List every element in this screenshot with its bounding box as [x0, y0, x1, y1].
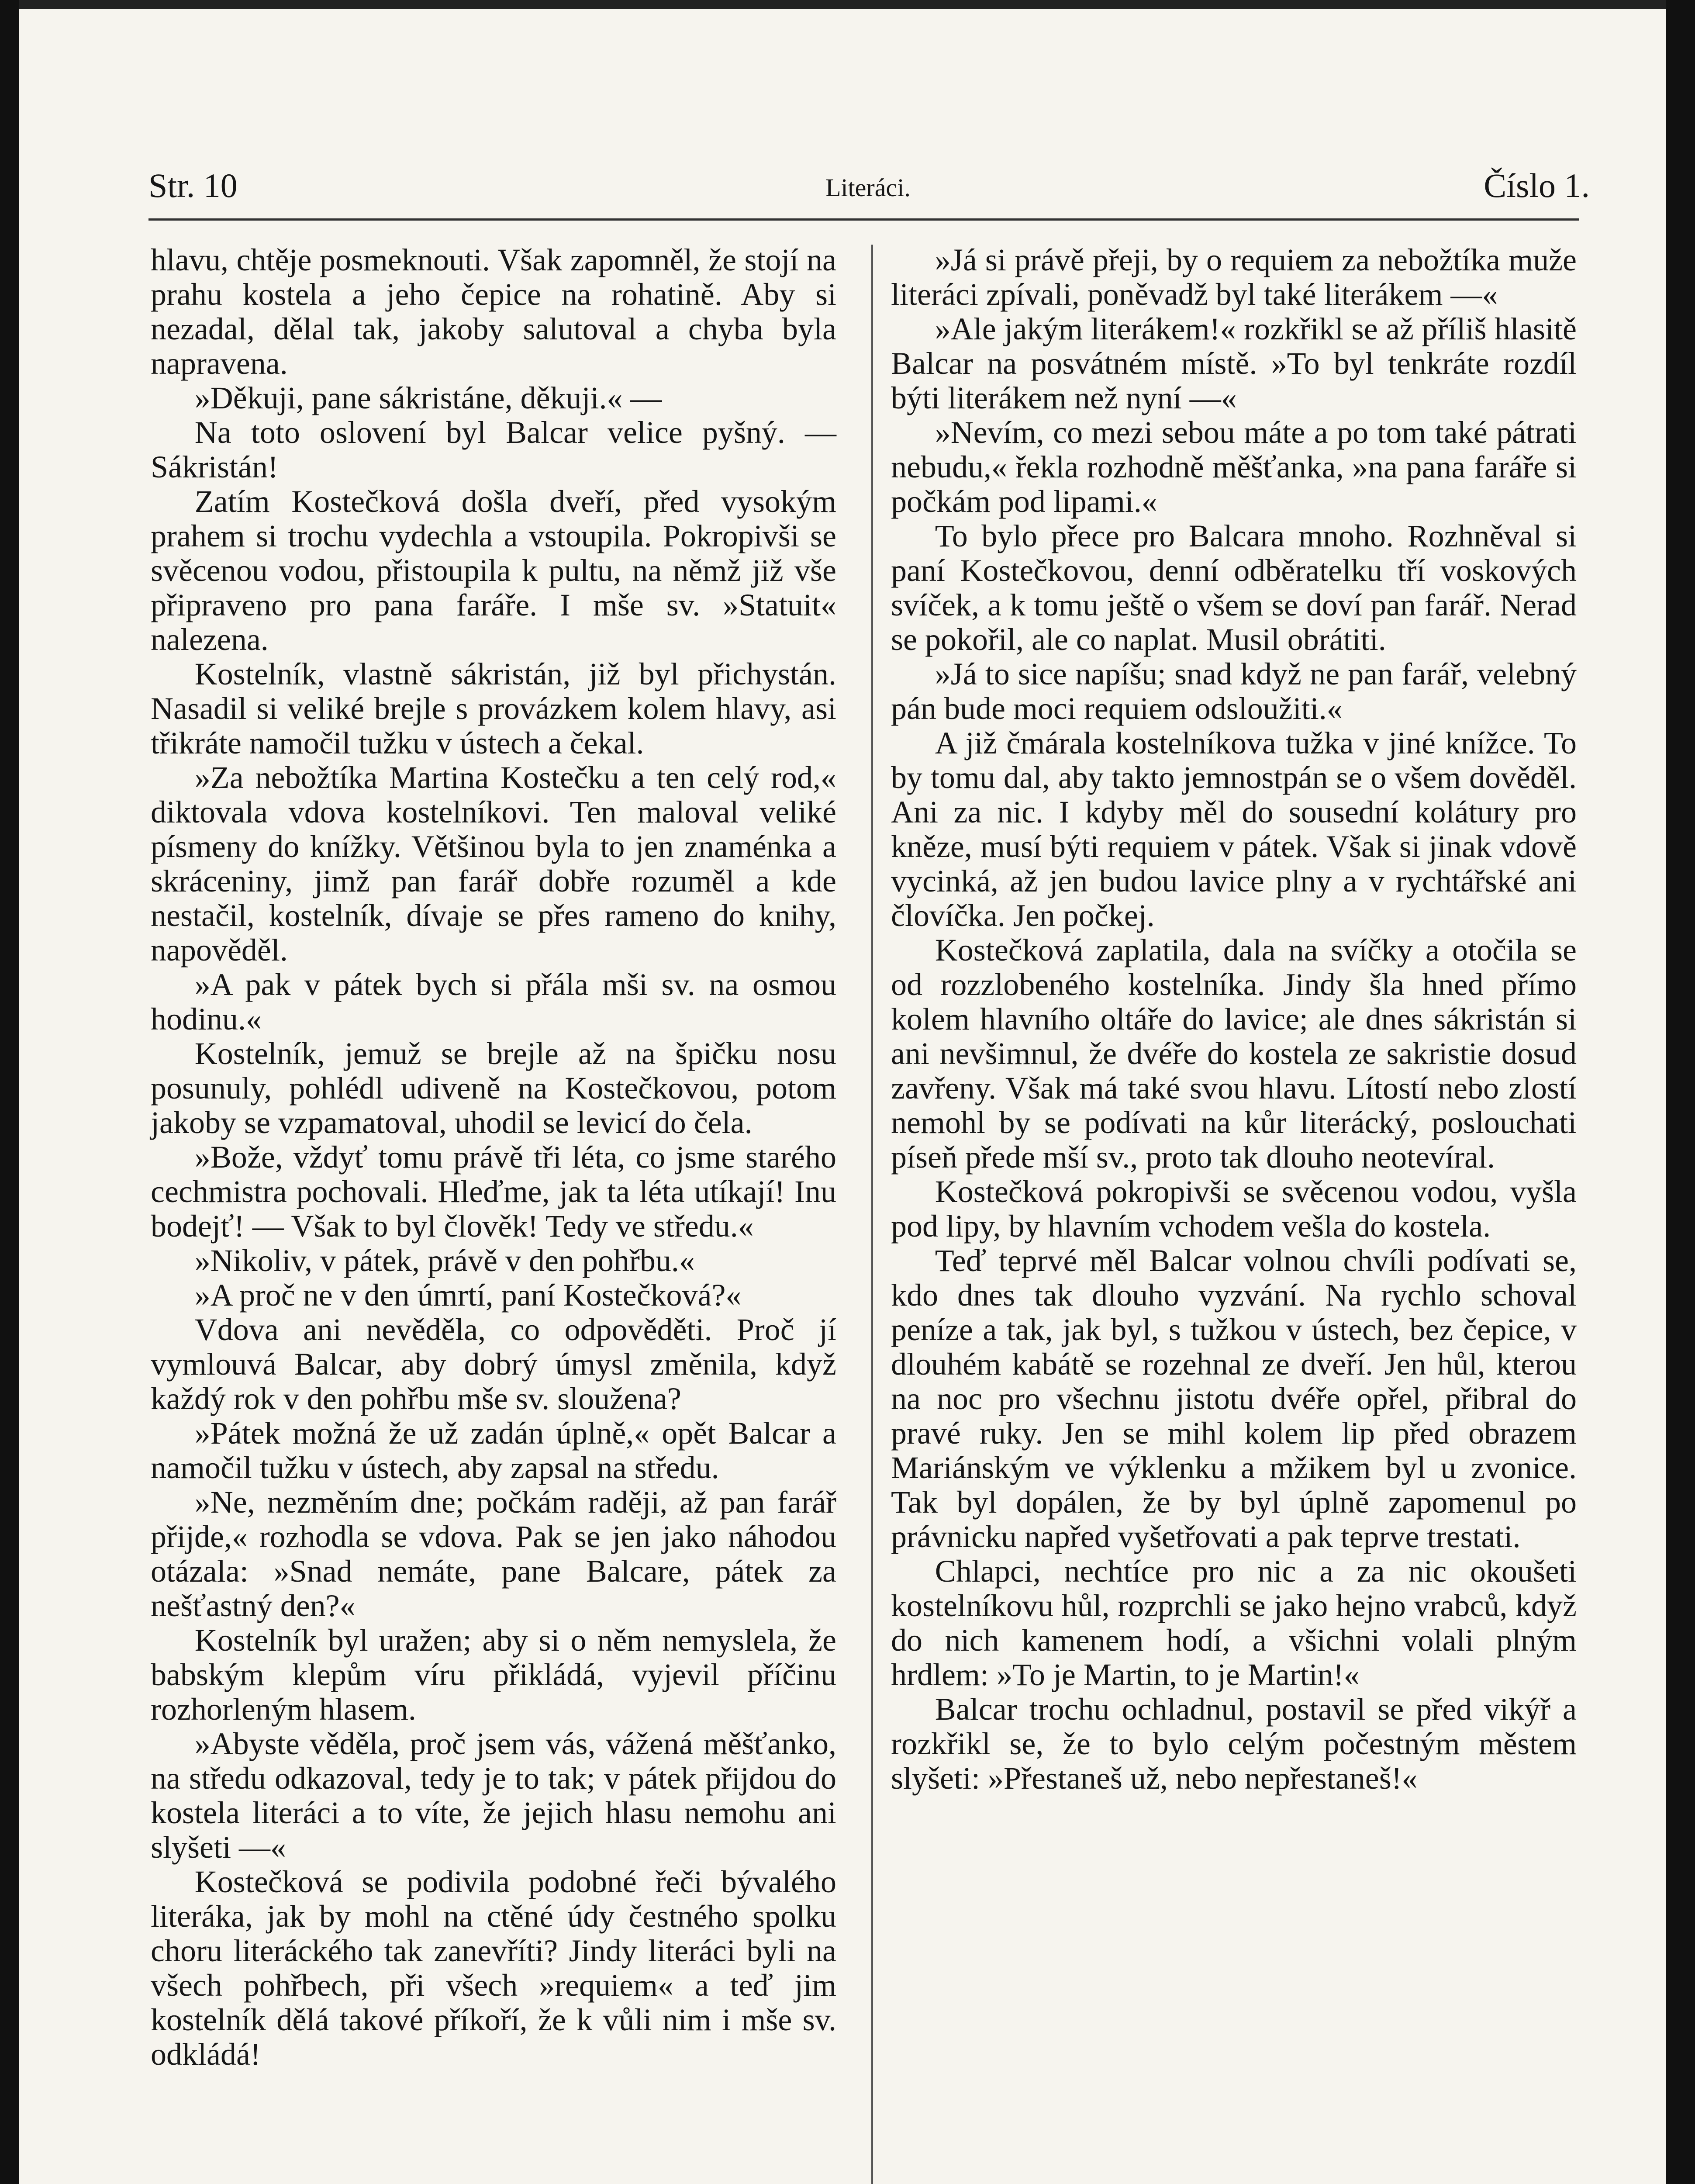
issue-number: Číslo 1.	[1484, 166, 1590, 204]
paragraph: »Já to sice napíšu; snad když ne pan farář, velebný pán bude moci requiem odsloužiti.«	[891, 657, 1577, 726]
paragraph: »Za nebožtíka Martina Kostečku a ten celý rod,« diktovala vdova kostelníkovi. Ten maloval veliké písmeny do knížky. Většinou byla to jen znaménka a skráceniny, jimž pan farář dobře rozuměl a kde nestačil, kostelník, dívaje se přes rameno do knihy, napověděl.	[151, 760, 836, 968]
paragraph: »Nikoliv, v pátek, právě v den pohřbu.«	[194, 1243, 695, 1278]
paragraph: A již čmárala kostelníkova tužka v jiné knížce. To by tomu dal, aby takto jemnostpán se o všem dověděl. Ani za nic. I kdyby měl do sousední kolátury pro kněze, musí býti requiem v pátek. Však si jinak vdově vycinká, až jen budou lavice plny a v rychtářské ani človíčka. Jen počkej.	[891, 726, 1577, 933]
paragraph: »Nevím, co mezi sebou máte a po tom také pátrati nebudu,« řekla rozhodně měšťanka, »na pana faráře si počkám pod lipami.«	[891, 415, 1577, 519]
paragraph: hlavu, chtěje posmeknouti. Však zapomněl, že stojí na prahu kostela a jeho čepice na rohatině. Aby si nezadal, dělal tak, jakoby salutoval a chyba byla napravena.	[151, 242, 836, 381]
paragraph: »Abyste věděla, proč jsem vás, vážená měšťanko, na středu odkazoval, tedy je to tak; v pátek přijdou do kostela literáci a to víte, že jejich hlasu nemohu ani slyšeti —«	[151, 1726, 836, 1865]
page-number: Str. 10	[148, 166, 238, 204]
paragraph: Kostelník byl uražen; aby si o něm nemyslela, že babským klepům víru přikládá, vyjevil příčinu rozhorleným hlasem.	[151, 1623, 836, 1727]
paragraph: »Bože, vždyť tomu právě tři léta, co jsme starého cechmistra pochovali. Hleďme, jak ta léta utíkají! Inu bodejť! — Však to byl člověk! Tedy ve středu.«	[151, 1140, 836, 1244]
paragraph: Na toto oslovení byl Balcar velice pyšný. — Sákristán!	[151, 415, 836, 484]
paragraph: »A proč ne v den úmrtí, paní Kostečková?«	[194, 1278, 742, 1313]
paragraph: Kostečková se podivila podobné řeči bývalého literáka, jak by mohl na ctěné údy čestného spolku choru literáckého tak zanevříti? Jindy literáci byli na všech pohřbech, při všech »requiem« a teď jim kostelník dělá takové příkoří, že k vůli nim i mše sv. odkládá!	[151, 1864, 836, 2072]
paragraph: »Ne, nezměním dne; počkám raději, až pan farář přijde,« rozhodla se vdova. Pak se jen jako náhodou otázala: »Snad nemáte, pane Balcare, pátek za nešťastný den?«	[151, 1485, 836, 1623]
header-rule	[148, 218, 1579, 221]
paragraph: Balcar trochu ochladnul, postavil se před vikýř a rozkřikl se, že to bylo celým počestným městem slyšeti: »Přestaneš už, nebo nepřestaneš!«	[891, 1692, 1577, 1796]
left-text-column	[151, 243, 836, 2072]
paragraph: »Děkuji, pane sákristáne, děkuji.« —	[194, 380, 662, 415]
paragraph: To bylo přece pro Balcara mnoho. Rozhněval si paní Kostečkovou, denní odběratelku tří voskových svíček, a k tomu ještě o všem se doví pan farář. Nerad se pokořil, ale co naplat. Musil obrátiti.	[891, 518, 1577, 657]
page-header	[148, 166, 1590, 214]
scan-border-left	[0, 0, 19, 2184]
right-text-column	[891, 243, 1577, 1796]
paragraph: Zatím Kostečková došla dveří, před vysokým prahem si trochu vydechla a vstoupila. Pokropivši se svěcenou vodou, přistoupila k pultu, na němž již vše připraveno pro pana faráře. I mše sv. »Statuit« nalezena.	[151, 484, 836, 657]
paragraph: Vdova ani nevěděla, co odpověděti. Proč jí vymlouvá Balcar, aby dobrý úmysl změnila, když každý rok v den pohřbu mše sv. sloužena?	[151, 1312, 836, 1416]
paragraph: Kostečková zaplatila, dala na svíčky a otočila se od rozzlobeného kostelníka. Jindy šla hned přímo kolem hlavního oltáře do lavice; ale dnes sákristán si ani nevšimnul, že dvéře do kostela ze sakristie dosud zavřeny. Však má také svou hlavu. Lítostí nebo zlostí nemohl by se podívati na kůr literácký, poslouchati píseň předе mší sv., proto tak dlouho neotevíral.	[891, 933, 1577, 1175]
paragraph: Kostelník, vlastně sákristán, již byl přichystán. Nasadil si veliké brejle s provázkem kolem hlavy, asi třikráte namočil tužku v ústech a čekal.	[151, 657, 836, 760]
journal-title: Literáci.	[825, 173, 911, 202]
paragraph: Kostečková pokropivši se svěcenou vodou, vyšla pod lipy, by hlavním vchodem vešla do kostela.	[891, 1174, 1577, 1244]
paragraph: »Ale jakým literákem!« rozkřikl se až příliš hlasitě Balcar na posvátném místě. »To byl tenkráte rozdíl býti literákem než nyní —«	[891, 311, 1577, 415]
paragraph: »A pak v pátek bych si přála mši sv. na osmou hodinu.«	[151, 967, 836, 1037]
scan-border-right	[1666, 0, 1695, 2184]
paragraph: »Já si právě přeji, by o requiem za nebožtíka muže literáci zpívali, poněvadž byl také literákem —«	[891, 242, 1577, 312]
paragraph: Kostelník, jemuž se brejle až na špičku nosu posunuly, pohlédl udiveně na Kostečkovou, potom jakoby se vzpamatoval, uhodil se levicí do čela.	[151, 1036, 836, 1140]
column-divider	[871, 245, 873, 2184]
scan-border-top	[0, 0, 1695, 9]
paragraph: »Pátek možná že už zadán úplně,« opět Balcar a namočil tužku v ústech, aby zapsal na středu.	[151, 1416, 836, 1485]
paragraph: Chlapci, nechtíce pro nic a za nic okoušeti kostelníkovu hůl, rozprchli se jako hejno vrabců, když do nich kamenem hodí, a všichni volali plným hrdlem: »To je Martin, to je Martin!«	[891, 1554, 1577, 1692]
paragraph: Teď teprvé měl Balcar volnou chvíli podívati se, kdo dnes tak dlouho vyzvání. Na rychlo schoval peníze a tak, jak byl, s tužkou v ústech, bez čepice, v dlouhém kabátě se rozehnal ze dveří. Jen hůl, kterou na noc pro všechnu jistotu dvéře opřel, přibral do pravé ruky. Jen se mihl kolem lip před obrazem Mariánským ve výklenku a mžikem byl u zvonice. Tak byl dopálen, že by byl úplně zapomenul po právnicku napřed vyšetřovati a pak teprve trestati.	[891, 1243, 1577, 1554]
